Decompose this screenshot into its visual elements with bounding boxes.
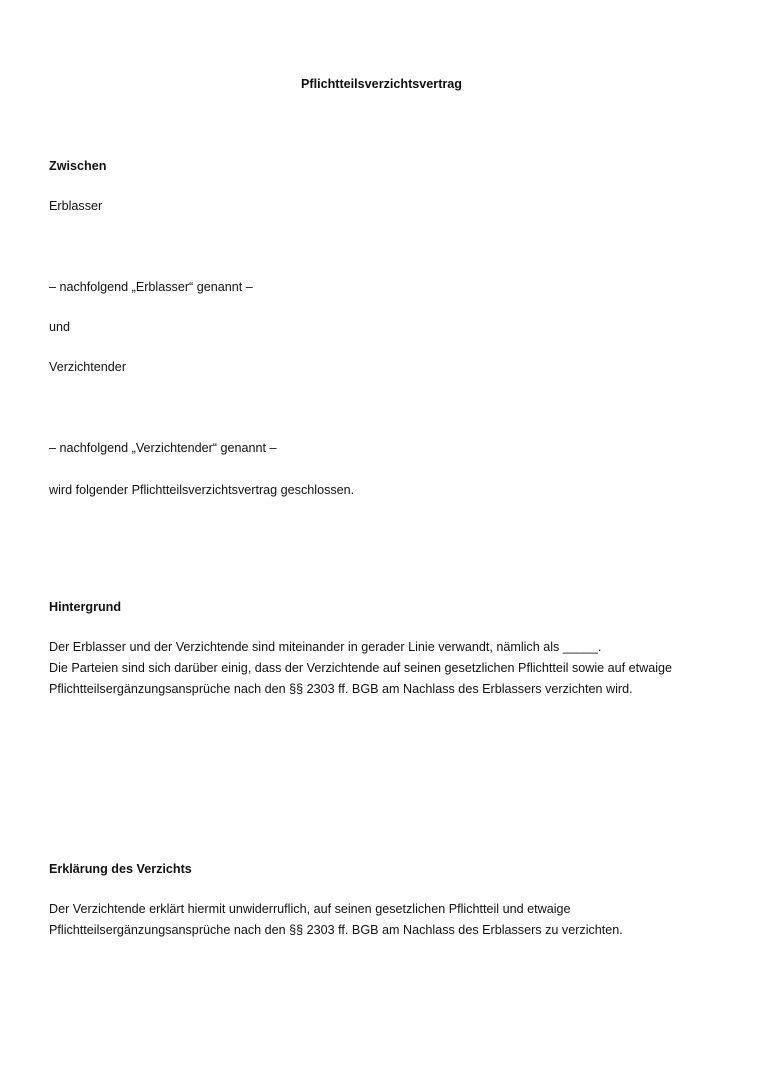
declaration-heading: Erklärung des Verzichts: [49, 862, 192, 876]
party1-designation: – nachfolgend „Erblasser“ genannt –: [49, 280, 253, 294]
closing-sentence: wird folgender Pflichtteilsverzichtsvertrag geschlossen.: [49, 483, 355, 497]
declaration-paragraph: Der Verzichtende erklärt hiermit unwiderruflich, auf seinen gesetzlichen Pflichtteil und etwaige Pflichtteilsergänzungsansprüche nach den §§ 2303 ff. BGB am Nachlass des Erblassers zu verzichten.: [49, 902, 623, 937]
background-paragraph: [49, 637, 729, 700]
and-text: und: [49, 320, 71, 334]
background-line2: Die Parteien sind sich darüber einig, dass der Verzichtende auf seinen gesetzlichen Pflichtteil sowie auf etwaige Pflichtteilsergänzungsansprüche nach den §§ 2303 ff. BGB am Nachlass des Erblassers verzichten wird.: [49, 661, 673, 696]
party1-name: Erblasser: [49, 199, 103, 213]
background-heading: Hintergrund: [49, 600, 122, 614]
background-line1: Der Erblasser und der Verzichtende sind miteinander in gerader Linie verwandt, nämlich als _____.: [49, 640, 602, 654]
party2-designation: – nachfolgend „Verzichtender“ genannt –: [49, 441, 277, 455]
party2-name: Verzichtender: [49, 360, 127, 374]
document-title: Pflichtteilsverzichtsvertrag: [301, 77, 462, 91]
parties-heading: Zwischen: [49, 159, 107, 173]
